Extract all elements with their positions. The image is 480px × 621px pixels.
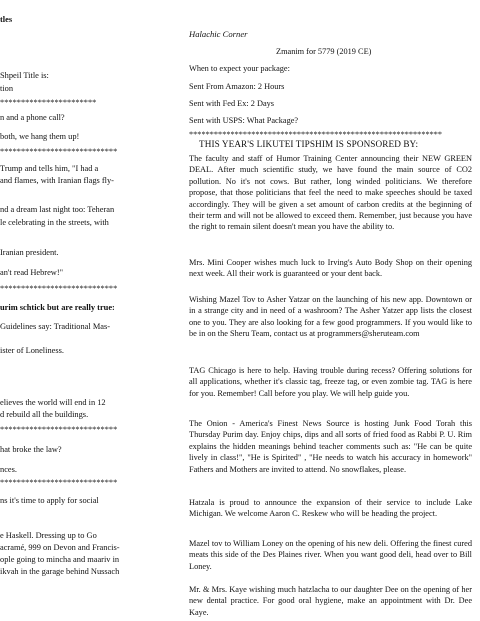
package-heading: When to expect your package:: [189, 64, 290, 73]
left-line: nces.: [0, 465, 17, 474]
left-line: tles: [0, 15, 13, 24]
notice-paragraph: [189, 294, 472, 340]
notice-text: TAG Chicago is here to help. Having trouble during recess? Offering solutions for all applications, whether it's classic tag, freeze tag, or even zombie tag. TAG is here for you. Remember! Call before you play. We will help guide you.: [189, 366, 472, 398]
fedex-line: Sent with Fed Ex: 2 Days: [189, 99, 275, 108]
notice-text: Mrs. Mini Cooper wishes much luck to Irving's Auto Body Shop on their opening next week. All their work is guaranteed or your dent back.: [189, 258, 472, 279]
notice-text: Mr. & Mrs. Kaye wishing much hatzlacha to our daughter Dee on the opening of her new dental practice. For good oral hygiene, make an appointment with Dr. Dee Kaye.: [189, 585, 472, 617]
left-line: n and a phone call?: [0, 113, 65, 122]
usps-line: Sent with USPS: What Package?: [189, 116, 299, 125]
notice-text: Mazel tov to William Loney on the opening of his new deli. Offering the finest cured meats this side of the Des Plaines river. When you want good deli, head over to Bill Loney.: [189, 539, 472, 571]
left-line: elieves the world will end in 12: [0, 398, 106, 407]
left-line: hat broke the law?: [0, 445, 62, 454]
sponsor-heading: THIS YEAR'S LIKUTEI TIPSHIM IS SPONSORED BY:: [199, 139, 419, 149]
left-line: e Haskell. Dressing up to Go: [0, 531, 97, 540]
left-line: and flames, with Iranian flags fly-: [0, 176, 114, 185]
left-line: Shpeil Title is:: [0, 71, 49, 80]
halachic-corner-title: Halachic Corner: [189, 29, 248, 39]
left-line: le celebrating in the streets, with: [0, 218, 109, 227]
left-line: ****************************: [0, 147, 118, 156]
notice-paragraph: [189, 365, 472, 399]
left-line: an't read Hebrew!": [0, 268, 64, 277]
notice-text: The faculty and staff of Humor Training Center announcing their NEW GREEN DEAL. After much scientific study, we have found the main source of CO2 pollution. No it's not cows. But rather, long winded politicians. We therefore propose, that those politicians that feel the need to make speeches should be taxed accordingly. They will be given a set amount of carbon credits at the beginning of their term and will not be allowed to exceed them. Remember, just because you have the right to remain silent doesn't mean you have the ability to.: [189, 154, 472, 232]
notice-paragraph: [189, 497, 472, 520]
notice-paragraph: [189, 538, 472, 572]
left-line: ****************************: [0, 284, 118, 293]
left-line: Guidelines say: Traditional Mas-: [0, 322, 111, 331]
left-line: acramé, 999 on Devon and Francis-: [0, 543, 120, 552]
left-line: ***********************: [0, 98, 97, 107]
left-column: [0, 0, 178, 621]
notice-text: The Onion - America's Finest News Source is hosting Junk Food Torah this Thursday Purim day. Enjoy chips, dips and all sorts of fried food as Rabbi P. U. Rim explains the hidden meanings behind teacher comments such as: "He can be quite lively in class!", "He is Spirited" , "He needs to watch his accuracy in homework" Fathers and Mothers are invited to attend. No snowflakes, please.: [189, 419, 472, 474]
left-line: ns it's time to apply for social: [0, 496, 99, 505]
right-column: [189, 0, 472, 621]
left-line: ople going to mincha and maariv in: [0, 555, 120, 564]
left-line: urim schtick but are really true:: [0, 303, 115, 312]
notice-paragraph: [189, 418, 472, 475]
left-line: ister of Loneliness.: [0, 346, 64, 355]
star-divider: *************************************************************: [189, 130, 443, 139]
notice-text: Hatzala is proud to announce the expansion of their service to include Lake Michigan. We welcome Aaron C. Reskew who will be heading the project.: [189, 498, 472, 519]
left-line: Iranian president.: [0, 248, 59, 257]
amazon-line: Sent From Amazon: 2 Hours: [189, 82, 285, 91]
left-line: ****************************: [0, 478, 118, 487]
notice-paragraph: [189, 584, 472, 618]
left-line: ikvah in the garage behind Nussach: [0, 567, 120, 576]
zmanim-heading: Zmanim for 5779 (2019 CE): [276, 47, 372, 56]
left-line: d rebuild all the buildings.: [0, 410, 89, 419]
left-line: ****************************: [0, 425, 118, 434]
left-line: Trump and tells him, "I had a: [0, 164, 99, 173]
notice-paragraph: [189, 153, 472, 233]
left-line: both, we hang them up!: [0, 132, 80, 141]
left-line: tion: [0, 84, 14, 93]
left-line: nd a dream last night too: Teheran: [0, 205, 115, 214]
notice-text: Wishing Mazel Tov to Asher Yatzar on the launching of his new app. Downtown or in a strange city and in need of a washroom? The Asher Yatzer app lists the closest one to you. They are also looking for a few good programmers. If you would like to be in on the Sheru Team, contact us at programmers@sheruteam.com: [189, 295, 472, 339]
notice-paragraph: [189, 257, 472, 280]
